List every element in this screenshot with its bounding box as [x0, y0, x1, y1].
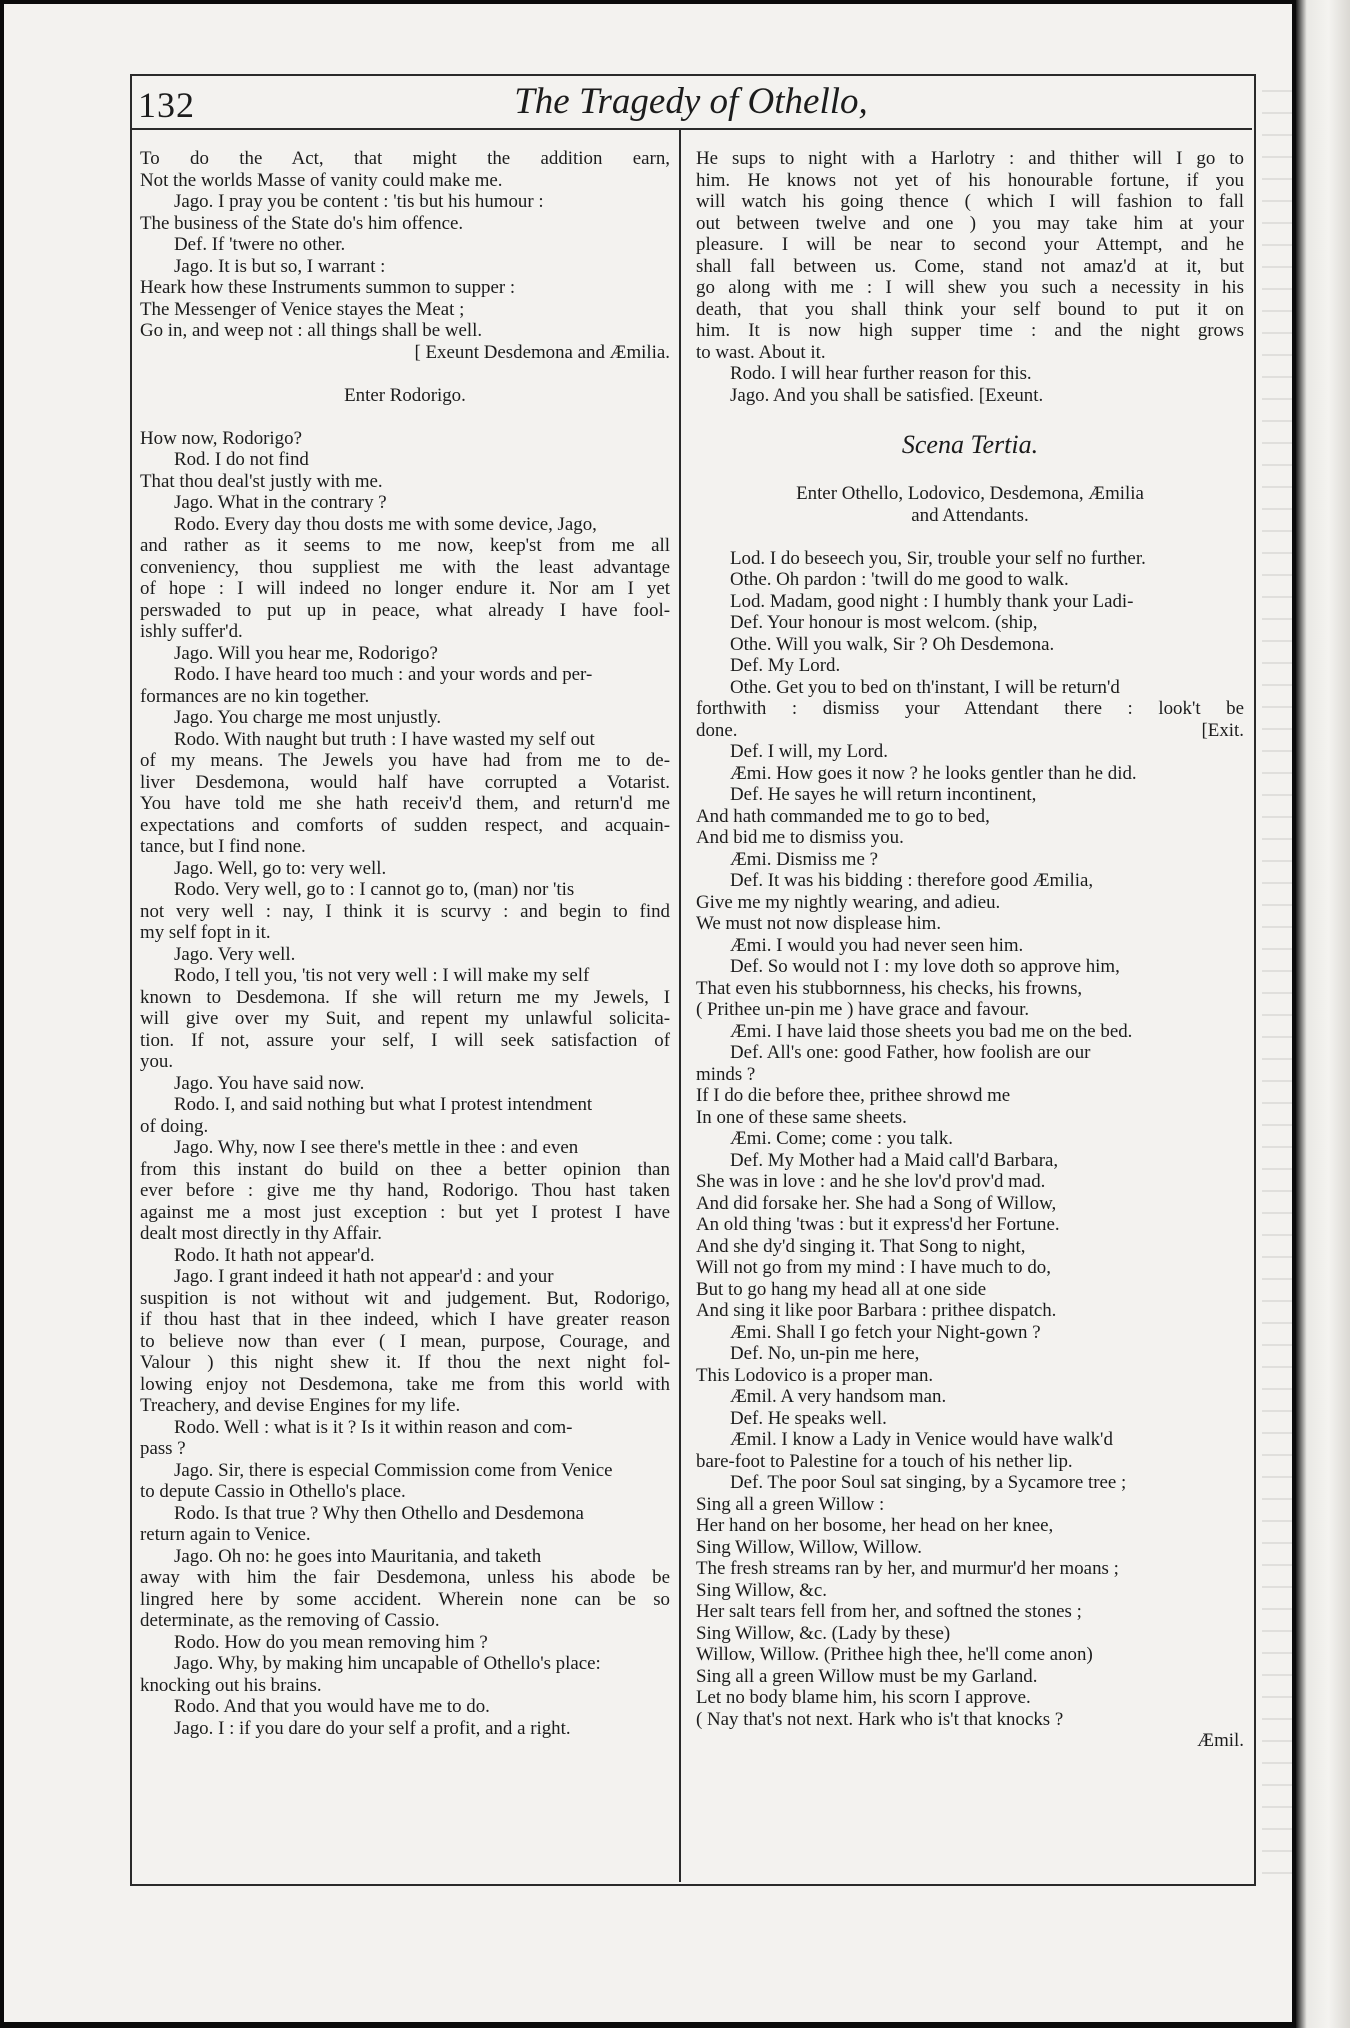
- left-column: [140, 148, 670, 1739]
- text-line: Enter Rodorigo.: [344, 384, 466, 406]
- text-line: Def. No, un-pin me here,: [730, 1343, 920, 1364]
- text-line: Æmi. Shall I go fetch your Night-gown ?: [730, 1321, 1041, 1343]
- text-line: Jago. Oh no: he goes into Mauritania, and taketh: [174, 1545, 542, 1567]
- text-line: Othe. Oh pardon : 'twill do me good to walk.: [730, 569, 1069, 590]
- text-line: Lod. Madam, good night : I humbly thank your Ladi-: [730, 590, 1134, 612]
- text-line: Def. If 'twere no other.: [174, 234, 346, 255]
- adjacent-page-edge: [1296, 0, 1350, 2028]
- text-line: Jago. You have said now.: [174, 1072, 365, 1094]
- text-line: against me a most just exception : but yet I protest I have: [140, 1201, 670, 1223]
- text-line: The fresh streams ran by her, and murmur'd her moans ;: [696, 1558, 1119, 1579]
- text-line: [140, 406, 670, 428]
- text-line: Rodo. I have heard too much : and your words and per-: [174, 664, 593, 685]
- text-line: [696, 406, 1244, 428]
- text-line: And sing it like poor Barbara : prithee dispatch.: [696, 1300, 1057, 1321]
- text-line: Scena Tertia.: [901, 429, 1039, 459]
- text-line: ever before : give me thy hand, Rodorigo. Thou hast taken: [140, 1180, 670, 1201]
- text-line: Def. My Lord.: [730, 655, 841, 676]
- text-line: shall fall between us. Come, stand not amaz'd at it, but: [696, 255, 1244, 277]
- text-line: But to go hang my head all at one side: [696, 1278, 987, 1300]
- text-line: lowing enjoy not Desdemona, take me from this world with: [140, 1373, 670, 1395]
- text-line: This Lodovico is a proper man.: [696, 1364, 934, 1386]
- text-line: Jago. Sir, there is especial Commission come from Venice: [174, 1459, 613, 1481]
- text-line: death, that you shall think your self bound to put it on: [696, 298, 1244, 320]
- text-line: away with him the fair Desdemona, unless his abode be: [140, 1567, 670, 1588]
- text-line: To do the Act, that might the addition earn,: [140, 148, 670, 169]
- text-line: and Attendants.: [911, 504, 1029, 526]
- text-line: ( Prithee un-pin me ) have grace and favour.: [696, 999, 1030, 1020]
- text-line: Jago. Well, go to: very well.: [174, 857, 387, 879]
- text-line: from this instant do build on thee a better opinion than: [140, 1158, 670, 1180]
- text-line: You have told me she hath receiv'd them, and return'd me: [140, 793, 670, 814]
- text-line: Def. I will, my Lord.: [730, 741, 888, 762]
- text-line: Def. It was his bidding : therefore good Æmilia,: [730, 870, 1094, 891]
- text-line: An old thing 'twas : but it express'd her Fortune.: [696, 1214, 1060, 1235]
- text-line: Sing Willow, Willow, Willow.: [696, 1536, 922, 1558]
- text-line: [ Exeunt Desdemona and Æmilia.: [414, 341, 670, 363]
- text-line: Jago. Will you hear me, Rodorigo?: [174, 642, 438, 664]
- text-line: minds ?: [696, 1063, 756, 1085]
- text-line: And did forsake her. She had a Song of Willow,: [696, 1192, 1057, 1214]
- text-line: Rodo. I, and said nothing but what I protest intendment: [174, 1094, 593, 1115]
- text-line: Jago. You charge me most unjustly.: [174, 707, 442, 728]
- text-line: conveniency, thou suppliest me with the least advantage: [140, 556, 670, 578]
- text-line: In one of these same sheets.: [696, 1106, 907, 1128]
- text-line: We must not now displease him.: [696, 913, 942, 934]
- text-line: my self fopt in it.: [140, 922, 271, 943]
- text-line: ( Nay that's not next. Hark who is't that knocks ?: [696, 1708, 1064, 1730]
- text-line: done. [Exit.: [696, 719, 1244, 741]
- text-line: Let no body blame him, his scorn I approve.: [696, 1687, 1031, 1708]
- text-line: to depute Cassio in Othello's place.: [140, 1481, 406, 1502]
- text-line: Æmi. I have laid those sheets you bad me on the bed.: [730, 1020, 1133, 1042]
- text-line: Not the worlds Masse of vanity could make me.: [140, 169, 503, 191]
- text-line: Jago. It is but so, I warrant :: [174, 255, 386, 277]
- text-line: tion. If not, assure your self, I will seek satisfaction of: [140, 1029, 670, 1051]
- text-line: Treachery, and devise Engines for my life.: [140, 1395, 461, 1416]
- text-line: The Messenger of Venice stayes the Meat ;: [140, 298, 465, 320]
- text-line: expectations and comforts of sudden respect, and acquain-: [140, 814, 670, 836]
- text-line: Æmil. A very handsom man.: [730, 1386, 947, 1407]
- text-line: Def. All's one: good Father, how foolish are our: [730, 1042, 1091, 1063]
- text-line: bare-foot to Palestine for a touch of his nether lip.: [696, 1450, 1073, 1472]
- text-line: ishly suffer'd.: [140, 621, 243, 642]
- text-line: And bid me to dismiss you.: [696, 827, 904, 848]
- page-number: 132: [138, 85, 195, 125]
- text-line: Go in, and weep not : all things shall be well.: [140, 320, 483, 341]
- text-line: He sups to night with a Harlotry : and thither will I go to: [696, 148, 1244, 169]
- text-line: to believe now than ever ( I mean, purpose, Courage, and: [140, 1330, 670, 1352]
- text-line: Valour ) this night shew it. If thou the next night fol-: [140, 1352, 670, 1373]
- text-line: Jago. I pray you be content : 'tis but his humour :: [174, 191, 544, 212]
- text-line: will watch his going thence ( which I will fashion to fall: [696, 191, 1244, 212]
- text-line: formances are no kin together.: [140, 685, 370, 707]
- text-line: perswaded to put up in peace, what already I have fool-: [140, 599, 670, 621]
- text-line: The business of the State do's him offence.: [140, 212, 464, 234]
- text-line: Rodo. Very well, go to : I cannot go to, (man) nor 'tis: [174, 879, 575, 900]
- text-line: Othe. Get you to bed on th'instant, I will be return'd: [730, 676, 1120, 698]
- text-line: She was in love : and he she lov'd prov'd mad.: [696, 1171, 1046, 1192]
- text-line: Æmil.: [1197, 1730, 1244, 1751]
- text-line: Def. He sayes he will return incontinent,: [730, 784, 1037, 805]
- text-line: Æmi. Dismiss me ?: [730, 848, 878, 870]
- text-line: That thou deal'st justly with me.: [140, 470, 383, 492]
- text-line: Rodo. And that you would have me to do.: [174, 1696, 490, 1717]
- text-line: to wast. About it.: [696, 341, 826, 363]
- text-line: Jago. I grant indeed it hath not appear'd : and your: [174, 1266, 554, 1287]
- text-line: Othe. Will you walk, Sir ? Oh Desdemona.: [730, 633, 1055, 655]
- text-line: not very well : nay, I think it is scurvy : and begin to find: [140, 900, 670, 922]
- text-line: And hath commanded me to go to bed,: [696, 805, 990, 827]
- text-line: Æmil. I know a Lady in Venice would have walk'd: [730, 1429, 1113, 1450]
- text-line: [696, 462, 1244, 484]
- text-line: Jago. What in the contrary ?: [174, 492, 387, 513]
- text-line: Rodo. How do you mean removing him ?: [174, 1631, 488, 1653]
- text-line: Jago. Why, by making him uncapable of Othello's place:: [174, 1653, 601, 1674]
- text-line: Jago. Why, now I see there's mettle in thee : and even: [174, 1137, 579, 1158]
- text-line: Sing all a green Willow must be my Garland.: [696, 1665, 1038, 1687]
- text-line: Sing Willow, &c.: [696, 1579, 827, 1601]
- text-line: return again to Venice.: [140, 1524, 311, 1545]
- text-line: Will not go from my mind : I have much to do,: [696, 1257, 1051, 1278]
- text-line: will give over my Suit, and repent my unlawful solicita-: [140, 1008, 670, 1029]
- text-line: Jago. And you shall be satisfied. [Exeunt.: [730, 384, 1044, 406]
- text-line: [696, 526, 1244, 548]
- text-line: pass ?: [140, 1438, 186, 1459]
- text-line: Rodo. Every day thou dosts me with some device, Jago,: [174, 513, 597, 535]
- text-line: Rodo. Is that true ? Why then Othello and Desdemona: [174, 1502, 584, 1524]
- text-line: Æmi. Come; come : you talk.: [730, 1128, 953, 1149]
- text-line: dealt most directly in thy Affair.: [140, 1223, 383, 1244]
- text-line: Her salt tears fell from her, and softned the stones ;: [696, 1601, 1082, 1622]
- text-line: you.: [140, 1051, 174, 1072]
- right-column: [696, 148, 1244, 1752]
- text-line: Rodo. I will hear further reason for this.: [730, 363, 1032, 384]
- text-line: out between twelve and one ) you may take him at your: [696, 212, 1244, 234]
- column-rule: [679, 130, 681, 1882]
- text-line: And she dy'd singing it. That Song to night,: [696, 1235, 1026, 1257]
- text-line: Jago. I : if you dare do your self a profit, and a right.: [174, 1717, 571, 1739]
- text-line: Def. Your honour is most welcom. (ship,: [730, 612, 1038, 633]
- text-line: Æmi. I would you had never seen him.: [730, 934, 1024, 956]
- text-line: Sing all a green Willow :: [696, 1493, 885, 1515]
- text-line: him. He knows not yet of his honourable fortune, if you: [696, 169, 1244, 191]
- text-line: Rodo. It hath not appear'd.: [174, 1244, 375, 1266]
- text-line: Lod. I do beseech you, Sir, trouble your self no further.: [730, 547, 1146, 569]
- text-line: knocking out his brains.: [140, 1674, 322, 1696]
- text-line: Jago. Very well.: [174, 943, 296, 965]
- text-line: of my means. The Jewels you have had from me to de-: [140, 750, 670, 771]
- text-line: Rodo. Well : what is it ? Is it within reason and com-: [174, 1416, 573, 1438]
- text-line: liver Desdemona, would half have corrupted a Votarist.: [140, 771, 670, 793]
- text-line: known to Desdemona. If she will return me my Jewels, I: [140, 986, 670, 1008]
- text-line: suspition is not without wit and judgement. But, Rodorigo,: [140, 1287, 670, 1309]
- text-line: him. It is now high supper time : and the night grows: [696, 320, 1244, 341]
- text-line: Enter Othello, Lodovico, Desdemona, Æmilia: [796, 483, 1144, 504]
- text-line: Rodo, I tell you, 'tis not very well : I will make my self: [174, 965, 590, 986]
- text-line: [140, 363, 670, 385]
- text-line: If I do die before thee, prithee shrowd me: [696, 1085, 1011, 1106]
- text-line: pleasure. I will be near to second your Attempt, and he: [696, 234, 1244, 255]
- text-line: if thou hast that in thee indeed, which I have greater reason: [140, 1309, 670, 1330]
- text-line: Willow, Willow. (Prithee high thee, he'll come anon): [696, 1644, 1093, 1665]
- text-line: Def. He speaks well.: [730, 1407, 887, 1429]
- text-line: Heark how these Instruments summon to supper :: [140, 277, 516, 298]
- text-line: of doing.: [140, 1115, 209, 1137]
- text-line: How now, Rodorigo?: [140, 427, 302, 449]
- text-line: Def. My Mother had a Maid call'd Barbara,: [730, 1149, 1059, 1171]
- text-line: Rod. I do not find: [174, 449, 309, 470]
- text-line: Def. So would not I : my love doth so approve him,: [730, 956, 1120, 977]
- text-line: Her hand on her bosome, her head on her knee,: [696, 1515, 1054, 1536]
- text-line: That even his stubbornness, his checks, his frowns,: [696, 977, 1083, 999]
- text-line: Give me my nightly wearing, and adieu.: [696, 891, 1001, 913]
- text-line: and rather as it seems to me now, keep'st from me all: [140, 535, 670, 556]
- running-title: The Tragedy of Othello,: [514, 81, 868, 122]
- text-line: Rodo. With naught but truth : I have wasted my self out: [174, 728, 595, 750]
- text-line: determinate, as the removing of Cassio.: [140, 1610, 440, 1631]
- text-line: Æmi. How goes it now ? he looks gentler than he did.: [730, 762, 1137, 784]
- show-through-text: [1262, 90, 1292, 1890]
- text-line: Def. The poor Soul sat singing, by a Sycamore tree ;: [730, 1472, 1127, 1493]
- text-line: forthwith : dismiss your Attendant there : look't be: [696, 698, 1244, 719]
- text-line: go along with me : I will shew you such a necessity in his: [696, 277, 1244, 298]
- text-line: tance, but I find none.: [140, 836, 306, 857]
- text-line: lingred here by some accident. Wherein none can be so: [140, 1588, 670, 1610]
- text-line: Sing Willow, &c. (Lady by these): [696, 1622, 951, 1644]
- text-line: of hope : I will indeed no longer endure it. Nor am I yet: [140, 578, 670, 599]
- page-header: [130, 78, 1252, 130]
